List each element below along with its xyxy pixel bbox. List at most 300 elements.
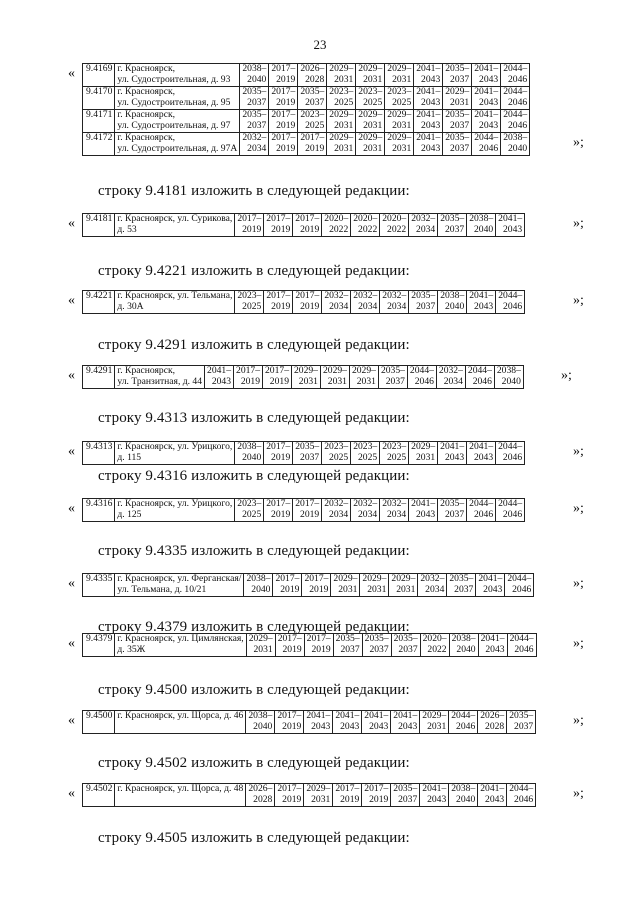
year-end: 2019	[269, 375, 289, 387]
year-end: 2025	[242, 300, 262, 312]
replacement-table	[82, 710, 536, 734]
opening-quote: «	[68, 786, 75, 801]
address-line: г. Красноярск,	[117, 86, 176, 97]
year-end: 2019	[276, 96, 296, 108]
year-start: 2035–	[411, 290, 436, 301]
year-start: 2029–	[248, 633, 273, 644]
year-range-cell	[420, 634, 449, 657]
address-cell	[115, 291, 235, 314]
year-range-cell	[501, 133, 530, 156]
closing-quote: »;	[573, 135, 584, 150]
year-end: 2028	[485, 720, 505, 732]
address-line: ул. Судостроительная, д. 97	[117, 119, 231, 131]
year-range-cell	[351, 442, 380, 465]
year-end: 2037	[450, 142, 470, 154]
year-range-cell	[507, 634, 536, 657]
year-end: 2025	[329, 451, 349, 463]
year-start: 2041–	[416, 132, 441, 143]
year-range-cell	[472, 110, 501, 133]
opening-quote: «	[68, 66, 75, 81]
year-range-cell	[304, 784, 333, 807]
year-range-cell	[205, 366, 234, 389]
year-start: 2023–	[387, 86, 412, 97]
year-range-cell	[449, 784, 478, 807]
year-start: 2041–	[416, 63, 441, 74]
year-end: 2031	[450, 96, 470, 108]
year-start: 2023–	[382, 441, 407, 452]
year-start: 2017–	[277, 633, 302, 644]
year-range-cell	[496, 291, 525, 314]
year-range-cell	[362, 634, 391, 657]
year-range-cell	[275, 634, 304, 657]
year-range-cell	[391, 634, 420, 657]
year-start: 2044–	[498, 290, 523, 301]
row-number-cell: 9.4170	[83, 87, 115, 110]
year-start: 2017–	[364, 783, 389, 794]
year-range-cell	[407, 366, 436, 389]
closing-quote: »;	[573, 713, 584, 728]
address-cell	[115, 64, 240, 87]
year-range-cell	[409, 442, 438, 465]
year-range-cell	[327, 110, 356, 133]
year-start: 2038–	[242, 63, 267, 74]
address-line: г. Красноярск, ул. Ферганская/	[117, 573, 242, 584]
year-range-cell	[269, 110, 298, 133]
address-line: ул. Судостроительная, д. 97А	[117, 142, 238, 154]
year-end: 2037	[416, 300, 436, 312]
opening-quote: «	[68, 444, 75, 459]
year-end: 2037	[305, 96, 325, 108]
year-end: 2025	[358, 451, 378, 463]
year-end: 2043	[369, 720, 389, 732]
closing-quote: »;	[573, 216, 584, 231]
year-range-cell	[438, 499, 467, 522]
year-start: 2044–	[498, 441, 523, 452]
row-number-cell: 9.4169	[83, 64, 115, 87]
year-start: 2044–	[507, 573, 532, 584]
year-range-cell	[501, 87, 530, 110]
year-end: 2046	[456, 720, 476, 732]
section-heading: строку 9.4379 изложить в следующей редакции:	[98, 619, 410, 635]
year-start: 2044–	[469, 498, 494, 509]
year-range-cell	[240, 87, 269, 110]
year-end: 2034	[386, 508, 407, 520]
year-start: 2032–	[353, 290, 378, 301]
replacement-table	[82, 63, 530, 156]
year-end: 2037	[454, 583, 474, 595]
year-range-cell	[356, 64, 385, 87]
year-range-cell	[478, 634, 507, 657]
year-range-cell	[293, 442, 322, 465]
year-range-cell	[246, 784, 275, 807]
year-end: 2031	[356, 375, 376, 387]
year-start: 2017–	[237, 213, 262, 224]
year-start: 2035–	[509, 710, 534, 721]
year-start: 2044–	[498, 498, 523, 509]
year-end: 2025	[334, 96, 354, 108]
address-line: г. Красноярск, ул. Тельмана,	[117, 290, 233, 301]
year-range-cell	[436, 366, 465, 389]
year-range-cell	[501, 64, 530, 87]
year-start: 2041–	[480, 783, 505, 794]
year-start: 2038–	[246, 573, 271, 584]
year-start: 2026–	[300, 63, 325, 74]
year-range-cell	[467, 442, 496, 465]
year-start: 2029–	[422, 710, 447, 721]
year-range-cell	[349, 366, 378, 389]
year-end: 2040	[247, 73, 267, 85]
year-start: 2038–	[451, 633, 476, 644]
year-range-cell	[293, 291, 322, 314]
address-line: г. Красноярск,	[117, 132, 176, 143]
address-line: д. 115	[117, 451, 142, 463]
year-start: 2038–	[248, 710, 273, 721]
year-start: 2029–	[391, 573, 416, 584]
year-start: 2017–	[266, 290, 291, 301]
section-heading: строку 9.4500 изложить в следующей редакции:	[98, 682, 410, 698]
year-range-cell	[322, 499, 351, 522]
year-end: 2019	[311, 643, 331, 655]
row-number-cell: 9.4171	[83, 110, 115, 133]
section-heading: строку 9.4502 изложить в следующей редакции:	[98, 755, 410, 771]
year-end: 2037	[450, 119, 470, 131]
year-end: 2031	[392, 73, 412, 85]
year-start: 2023–	[329, 86, 354, 97]
year-start: 2017–	[266, 498, 291, 509]
year-range-cell	[443, 64, 472, 87]
year-range-cell	[269, 87, 298, 110]
year-end: 2019	[300, 223, 320, 235]
year-start: 2041–	[498, 213, 523, 224]
year-start: 2017–	[266, 213, 291, 224]
year-range-cell	[380, 442, 409, 465]
address-line: д. 30А	[117, 300, 144, 312]
year-end: 2040	[242, 451, 262, 463]
address-cell	[115, 634, 246, 657]
year-end: 2034	[358, 508, 378, 520]
year-end: 2040	[456, 643, 476, 655]
year-end: 2043	[415, 508, 436, 520]
year-range-cell	[420, 711, 449, 734]
year-end: 2037	[444, 508, 465, 520]
year-end: 2040	[508, 142, 528, 154]
year-range-cell	[472, 133, 501, 156]
year-start: 2041–	[480, 633, 505, 644]
year-end: 2025	[363, 96, 383, 108]
year-range-cell	[240, 110, 269, 133]
year-start: 2041–	[469, 441, 494, 452]
year-range-cell	[351, 499, 380, 522]
year-end: 2046	[502, 508, 523, 520]
year-end: 2037	[340, 643, 360, 655]
year-end: 2043	[485, 643, 505, 655]
year-start: 2041–	[469, 290, 494, 301]
year-end: 2019	[271, 451, 291, 463]
year-range-cell	[409, 499, 438, 522]
year-start: 2020–	[353, 213, 378, 224]
year-range-cell	[327, 87, 356, 110]
year-end: 2031	[415, 451, 436, 463]
year-start: 2032–	[324, 498, 349, 509]
year-start: 2041–	[364, 710, 389, 721]
year-start: 2029–	[322, 365, 347, 376]
year-range-cell	[235, 499, 264, 522]
year-range-cell	[264, 442, 293, 465]
year-start: 2023–	[300, 109, 325, 120]
table-row	[83, 64, 530, 87]
year-end: 2046	[508, 73, 528, 85]
year-start: 2020–	[422, 633, 447, 644]
year-range-cell	[418, 574, 447, 597]
address-cell	[115, 366, 205, 389]
replacement-table	[82, 213, 525, 237]
replacement-table	[82, 365, 524, 389]
address-cell	[115, 711, 246, 734]
year-start: 2041–	[416, 109, 441, 120]
year-range-cell	[298, 110, 327, 133]
year-range-cell	[244, 574, 273, 597]
address-line	[117, 795, 243, 806]
year-range-cell	[496, 499, 525, 522]
section-heading: строку 9.4291 изложить в следующей редакции:	[98, 337, 410, 353]
year-end: 2043	[479, 73, 499, 85]
year-range-cell	[333, 711, 362, 734]
year-range-cell	[414, 64, 443, 87]
year-range-cell	[380, 499, 409, 522]
year-end: 2043	[444, 451, 465, 463]
year-end: 2043	[479, 119, 499, 131]
address-line: г. Красноярск, ул. Урицкого,	[117, 498, 233, 509]
address-cell	[115, 214, 235, 237]
year-end: 2043	[421, 119, 441, 131]
address-cell	[115, 784, 246, 807]
year-end: 2019	[271, 300, 291, 312]
year-end: 2043	[398, 720, 418, 732]
year-range-cell	[409, 214, 438, 237]
address-line: д. 35Ж	[117, 643, 146, 655]
row-number-cell: 9.4172	[83, 133, 115, 156]
year-range-cell	[447, 574, 476, 597]
year-end: 2037	[445, 223, 465, 235]
year-end: 2025	[392, 96, 412, 108]
year-end: 2043	[311, 720, 331, 732]
year-start: 2038–	[496, 365, 521, 376]
year-end: 2037	[247, 119, 267, 131]
year-start: 2035–	[242, 86, 267, 97]
section-heading: строку 9.4335 изложить в следующей редакции:	[98, 543, 410, 559]
year-start: 2038–	[440, 290, 465, 301]
year-start: 2032–	[242, 132, 267, 143]
year-end: 2043	[473, 451, 494, 463]
address-line: г. Красноярск,	[117, 365, 176, 376]
year-start: 2041–	[478, 573, 503, 584]
year-range-cell	[467, 499, 496, 522]
replacement-table	[82, 573, 534, 597]
year-start: 2041–	[411, 498, 436, 509]
year-end: 2019	[340, 793, 360, 805]
replacement-table	[82, 498, 525, 522]
year-end: 2046	[473, 508, 494, 520]
year-start: 2044–	[509, 783, 534, 794]
table-row	[83, 634, 537, 657]
year-start: 2035–	[445, 63, 470, 74]
year-start: 2017–	[271, 132, 296, 143]
year-start: 2035–	[440, 498, 465, 509]
year-end: 2034	[443, 375, 463, 387]
year-end: 2031	[298, 375, 318, 387]
year-start: 2017–	[275, 573, 300, 584]
year-end: 2034	[358, 300, 378, 312]
year-range-cell	[302, 574, 331, 597]
year-start: 2041–	[474, 86, 499, 97]
table-row	[83, 784, 536, 807]
address-line: ул. Тельмана, д. 10/21	[117, 583, 207, 595]
closing-quote: »;	[573, 501, 584, 516]
year-end: 2025	[305, 119, 325, 131]
table-row	[83, 711, 536, 734]
year-end: 2022	[427, 643, 447, 655]
year-end: 2019	[282, 643, 302, 655]
year-start: 2035–	[364, 633, 389, 644]
replacement-table	[82, 783, 536, 807]
year-start: 2041–	[440, 441, 465, 452]
year-range-cell	[505, 574, 534, 597]
year-end: 2031	[396, 583, 416, 595]
year-range-cell	[443, 110, 472, 133]
year-start: 2041–	[335, 710, 360, 721]
year-start: 2029–	[333, 573, 358, 584]
year-end: 2025	[386, 451, 407, 463]
year-end: 2031	[427, 720, 447, 732]
year-range-cell	[264, 499, 293, 522]
year-start: 2029–	[306, 783, 331, 794]
year-start: 2029–	[358, 109, 383, 120]
year-range-cell	[298, 64, 327, 87]
year-start: 2023–	[237, 290, 262, 301]
year-start: 2038–	[451, 783, 476, 794]
year-end: 2043	[474, 300, 494, 312]
year-range-cell	[263, 366, 292, 389]
year-range-cell	[467, 214, 496, 237]
year-start: 2029–	[387, 132, 412, 143]
year-end: 2043	[502, 223, 523, 235]
year-end: 2046	[502, 451, 523, 463]
year-range-cell	[449, 711, 478, 734]
year-start: 2032–	[382, 498, 407, 509]
year-end: 2034	[247, 142, 267, 154]
year-start: 2029–	[411, 441, 436, 452]
year-range-cell	[501, 110, 530, 133]
year-start: 2044–	[509, 633, 534, 644]
address-cell	[115, 574, 244, 597]
year-start: 2017–	[271, 63, 296, 74]
year-start: 2044–	[503, 63, 528, 74]
year-end: 2019	[309, 583, 329, 595]
year-end: 2040	[253, 720, 273, 732]
year-end: 2019	[276, 142, 296, 154]
year-end: 2031	[334, 142, 354, 154]
year-start: 2029–	[387, 63, 412, 74]
year-end: 2034	[387, 300, 407, 312]
year-range-cell	[264, 291, 293, 314]
year-start: 2041–	[474, 63, 499, 74]
opening-quote: «	[68, 576, 75, 591]
year-range-cell	[322, 214, 351, 237]
year-range-cell	[235, 214, 264, 237]
year-range-cell	[293, 214, 322, 237]
table-row	[83, 366, 524, 389]
opening-quote: «	[68, 713, 75, 728]
year-range-cell	[443, 87, 472, 110]
year-end: 2019	[242, 223, 262, 235]
year-range-cell	[322, 442, 351, 465]
year-end: 2040	[473, 223, 494, 235]
year-range-cell	[298, 133, 327, 156]
year-end: 2028	[253, 793, 273, 805]
page-number: 23	[313, 37, 327, 52]
closing-quote: »;	[573, 576, 584, 591]
year-start: 2044–	[503, 109, 528, 120]
year-start: 2020–	[324, 213, 349, 224]
year-range-cell	[467, 291, 496, 314]
table-row	[83, 87, 530, 110]
year-range-cell	[380, 291, 409, 314]
year-range-cell	[327, 64, 356, 87]
year-end: 2043	[421, 142, 441, 154]
address-line: ул. Транзитная, д. 44	[117, 375, 203, 387]
year-range-cell	[240, 64, 269, 87]
year-range-cell	[275, 711, 304, 734]
year-range-cell	[496, 442, 525, 465]
year-range-cell	[438, 291, 467, 314]
year-end: 2019	[271, 223, 291, 235]
year-start: 2017–	[277, 783, 302, 794]
address-cell	[115, 133, 240, 156]
year-end: 2034	[416, 223, 436, 235]
table-row	[83, 499, 525, 522]
year-end: 2046	[479, 142, 499, 154]
address-cell	[115, 442, 235, 465]
year-end: 2031	[338, 583, 358, 595]
table-row	[83, 214, 525, 237]
address-line: г. Красноярск,	[117, 63, 176, 74]
row-number-cell: 9.4316	[83, 499, 115, 522]
year-end: 2019	[369, 793, 389, 805]
year-end: 2019	[271, 508, 291, 520]
year-start: 2017–	[295, 290, 320, 301]
year-range-cell	[494, 366, 523, 389]
row-number-cell: 9.4313	[83, 442, 115, 465]
row-number-cell: 9.4291	[83, 366, 115, 389]
year-end: 2031	[327, 375, 347, 387]
address-line: ул. Судостроительная, д. 93	[117, 73, 231, 85]
table-row	[83, 291, 525, 314]
year-range-cell	[234, 366, 263, 389]
year-start: 2029–	[351, 365, 376, 376]
year-start: 2035–	[445, 132, 470, 143]
year-end: 2031	[367, 583, 387, 595]
year-end: 2031	[334, 119, 354, 131]
table-row	[83, 133, 530, 156]
section-heading: строку 9.4221 изложить в следующей редакции:	[98, 263, 410, 279]
year-start: 2017–	[271, 86, 296, 97]
year-start: 2017–	[295, 498, 320, 509]
year-end: 2031	[363, 142, 383, 154]
year-range-cell	[322, 291, 351, 314]
year-range-cell	[465, 366, 494, 389]
year-start: 2041–	[306, 710, 331, 721]
year-start: 2035–	[393, 633, 418, 644]
